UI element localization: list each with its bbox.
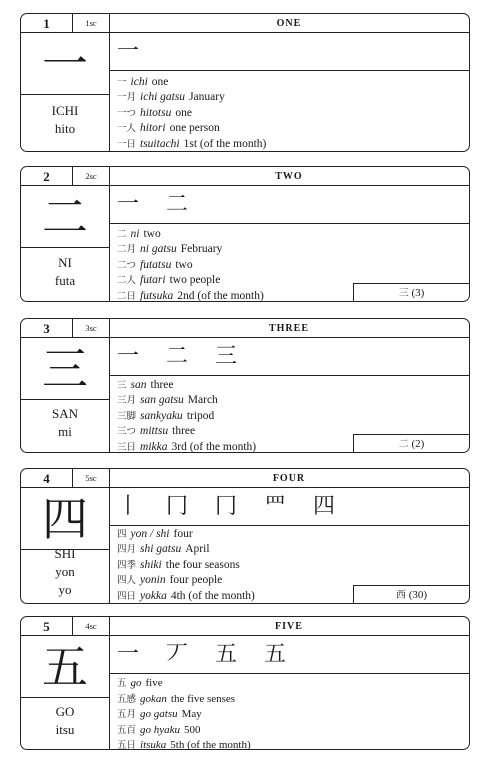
vocab-kanji: 三月 — [117, 395, 137, 407]
vocab-meaning: 4th (of the month) — [170, 589, 255, 602]
vocab-item — [117, 558, 469, 573]
card-number: 4 — [21, 469, 73, 488]
vocab-item — [117, 258, 469, 273]
vocab-meaning: April — [185, 543, 210, 556]
ref-kanji: 三 — [398, 288, 409, 299]
vocab-meaning: 500 — [184, 723, 201, 736]
vocab-romaji: ni gatsu — [140, 243, 177, 256]
stroke-order: 一 丆 五 五 — [109, 636, 469, 674]
vocab-romaji: san — [130, 379, 147, 391]
vocab-romaji: san gatsu — [140, 394, 184, 407]
vocab-item — [117, 227, 469, 242]
vocab-meaning: four — [173, 528, 193, 540]
vocab-kanji: 二日 — [117, 290, 137, 302]
vocab-item — [117, 738, 469, 754]
vocab-kanji: 一 — [117, 77, 127, 88]
vocab-meaning: tripod — [186, 409, 215, 422]
kanji-card — [20, 318, 470, 453]
vocab-meaning: the four seasons — [165, 558, 240, 571]
vocab-item — [117, 378, 469, 393]
vocab-romaji: mittsu — [140, 425, 169, 438]
vocab-kanji: 四日 — [117, 590, 137, 602]
vocab-romaji: ni — [130, 228, 140, 240]
stroke-order: 一 二 — [109, 186, 469, 224]
vocab-meaning: 3rd (of the month) — [171, 440, 257, 453]
vocab-meaning: February — [180, 243, 223, 256]
vocab-romaji: ichi gatsu — [140, 91, 186, 104]
card-left-column — [21, 167, 110, 301]
vocab-item — [117, 723, 469, 739]
vocab-kanji: 四 — [117, 529, 127, 540]
kanji-character: 一 — [21, 33, 109, 95]
ref-number: (3) — [411, 287, 425, 299]
vocab-kanji: 五 — [117, 678, 127, 689]
vocab-item — [117, 106, 469, 121]
on-reading: NI — [58, 255, 72, 270]
vocab-romaji: go hyaku — [140, 723, 181, 736]
vocab-romaji: go — [130, 677, 142, 689]
ref-number: (2) — [411, 438, 425, 450]
card-title: FOUR — [109, 469, 469, 488]
vocab-kanji: 二人 — [117, 275, 137, 287]
card-left-column — [21, 319, 110, 452]
stroke-count: 5sc — [73, 469, 109, 488]
kun-reading: hito — [54, 121, 76, 136]
vocab-meaning: two people — [169, 274, 221, 287]
cross-reference — [353, 585, 469, 603]
ref-kanji: 西 — [395, 590, 406, 601]
ref-kanji: 二 — [398, 439, 409, 450]
vocab-romaji: hitori — [140, 122, 166, 135]
kanji-card — [20, 468, 470, 604]
vocab-meaning: 5th (of the month) — [170, 739, 251, 752]
vocab-kanji: 二つ — [117, 259, 137, 271]
vocab-romaji: shi gatsu — [140, 543, 182, 556]
vocab-meaning: January — [189, 91, 225, 104]
vocab-romaji: shiki — [140, 558, 162, 571]
vocab-item — [117, 75, 469, 90]
kun-reading: futa — [54, 273, 76, 288]
vocab-item — [117, 393, 469, 408]
vocab-meaning: May — [181, 708, 202, 721]
readings — [21, 703, 109, 739]
vocab-item — [117, 242, 469, 257]
vocab-meaning: March — [187, 394, 218, 407]
vocab-kanji: 三 — [117, 380, 127, 391]
vocab-item — [117, 707, 469, 723]
on-reading: ICHI — [51, 103, 79, 118]
vocab-meaning: 2nd (of the month) — [177, 289, 264, 302]
vocab-romaji: mikka — [140, 440, 168, 453]
kun-reading: yo — [58, 582, 72, 597]
on-reading: SHI — [54, 546, 76, 561]
stroke-order: 一 二 三 — [109, 338, 469, 376]
kanji-character: 二 — [21, 186, 109, 248]
card-left-column — [21, 14, 110, 151]
kanji-character: 三 — [21, 338, 109, 400]
stroke-count: 2sc — [73, 167, 109, 186]
vocab-kanji: 三日 — [117, 441, 137, 453]
vocab-meaning: four people — [169, 574, 223, 587]
stroke-order: 一 — [109, 33, 469, 71]
vocab-item — [117, 692, 469, 708]
on-reading: GO — [55, 704, 75, 719]
stroke-count: 3sc — [73, 319, 109, 338]
kun-reading: yon — [55, 564, 75, 579]
vocab-meaning: the five senses — [170, 692, 236, 705]
vocab-kanji: 一つ — [117, 107, 137, 119]
vocab-kanji: 五感 — [117, 693, 137, 705]
card-number: 1 — [21, 14, 73, 33]
kanji-card — [20, 616, 470, 750]
card-number: 3 — [21, 319, 73, 338]
kanji-character: 五 — [21, 636, 109, 698]
readings — [21, 545, 109, 599]
vocab-romaji: futsuka — [140, 289, 174, 302]
vocab-kanji: 四人 — [117, 575, 137, 587]
stroke-count: 4sc — [73, 617, 109, 636]
vocab-meaning: two — [175, 258, 193, 271]
stroke-count: 1sc — [73, 14, 109, 33]
vocab-kanji: 二月 — [117, 244, 137, 256]
stroke-order: 丨 冂 冂 罒 四 — [109, 488, 469, 526]
vocab-kanji: 四季 — [117, 559, 137, 571]
vocab-list — [109, 676, 469, 754]
card-title: FIVE — [109, 617, 469, 636]
vocab-meaning: three — [150, 379, 174, 391]
readings — [21, 102, 109, 138]
vocab-kanji: 五月 — [117, 709, 137, 721]
vocab-romaji: go gatsu — [140, 708, 178, 721]
vocab-item — [117, 90, 469, 105]
vocab-item — [117, 409, 469, 424]
vocab-meaning: three — [172, 425, 196, 438]
card-title: ONE — [109, 14, 469, 33]
kun-reading: mi — [58, 424, 72, 439]
cross-reference — [353, 434, 469, 452]
vocab-romaji: sankyaku — [140, 409, 183, 422]
vocab-kanji: 五百 — [117, 724, 137, 736]
vocab-item — [117, 676, 469, 692]
ref-number: (30) — [408, 589, 428, 601]
vocab-kanji: 五日 — [117, 740, 137, 752]
vocab-romaji: ichi — [130, 76, 148, 88]
vocab-kanji: 一月 — [117, 92, 137, 104]
kanji-card — [20, 166, 470, 302]
vocab-kanji: 一人 — [117, 123, 137, 135]
vocab-kanji: 二 — [117, 229, 127, 240]
card-left-column — [21, 617, 110, 749]
vocab-item — [117, 121, 469, 136]
card-title: TWO — [109, 167, 469, 186]
card-title: THREE — [109, 319, 469, 338]
vocab-meaning: one person — [169, 122, 220, 135]
vocab-meaning: two — [143, 228, 161, 240]
vocab-romaji: gokan — [140, 692, 167, 705]
vocab-kanji: 四月 — [117, 544, 137, 556]
vocab-item — [117, 527, 469, 542]
vocab-kanji: 一日 — [117, 138, 137, 150]
on-reading: SAN — [51, 406, 78, 421]
vocab-item — [117, 137, 469, 152]
card-left-column — [21, 469, 110, 603]
vocab-romaji: tsuitachi — [140, 137, 180, 150]
vocab-romaji: yonin — [140, 574, 166, 587]
vocab-romaji: futari — [140, 274, 166, 287]
vocab-romaji: yon / shi — [130, 528, 170, 540]
vocab-list — [109, 75, 469, 152]
vocab-romaji: yokka — [140, 589, 167, 602]
vocab-meaning: 1st (of the month) — [183, 137, 267, 150]
vocab-item — [117, 542, 469, 557]
card-number: 2 — [21, 167, 73, 186]
kanji-card — [20, 13, 470, 152]
vocab-romaji: itsuka — [140, 739, 167, 752]
cross-reference — [353, 283, 469, 301]
vocab-kanji: 三つ — [117, 426, 137, 438]
readings — [21, 405, 109, 441]
vocab-romaji: hitotsu — [140, 106, 172, 119]
vocab-meaning: one — [175, 106, 192, 119]
readings — [21, 254, 109, 290]
kanji-character: 四 — [21, 488, 109, 550]
vocab-meaning: five — [145, 677, 163, 689]
kun-reading: itsu — [55, 722, 75, 737]
vocab-romaji: futatsu — [140, 258, 172, 271]
vocab-kanji: 三脚 — [117, 410, 137, 422]
vocab-meaning: one — [151, 76, 169, 88]
card-number: 5 — [21, 617, 73, 636]
